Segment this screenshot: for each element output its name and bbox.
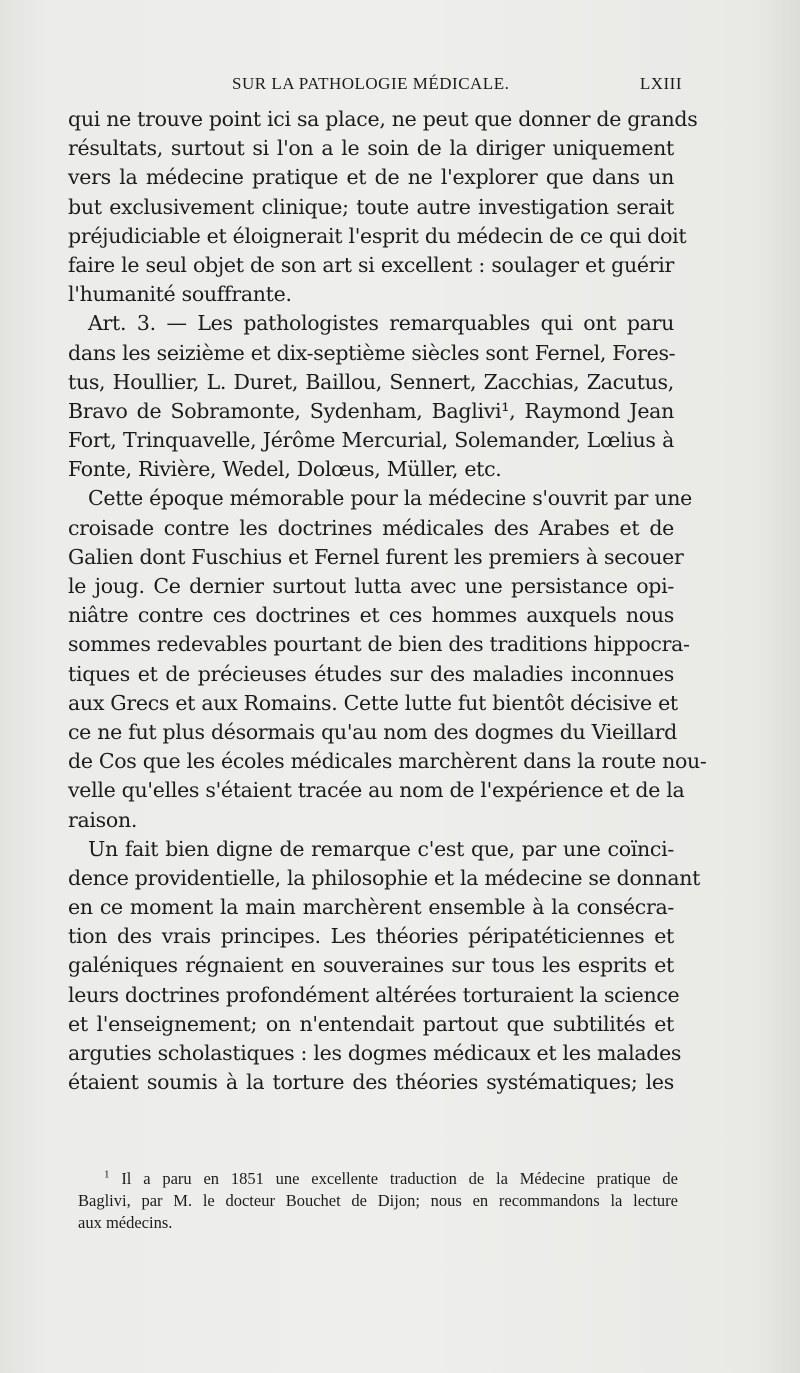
text-line: ce ne fut plus désormais qu'au nom des dogmes du Vieillard (68, 719, 677, 744)
text-line: qui ne trouve point ici sa place, ne peut que donner de grands (68, 107, 698, 131)
text-line: Fonte, Rivière, Wedel, Dolœus, Müller, etc. (68, 457, 502, 482)
text-line: résultats, surtout si l'on a le soin de la diriger uniquement (68, 136, 674, 161)
text-line: sommes redevables pourtant de bien des traditions hippocra- (68, 632, 690, 657)
text-line: dans les seizième et dix-septième siècles sont Fernel, Fores- (68, 340, 676, 365)
text-line: de Cos que les écoles médicales marchèrent dans la route nou- (68, 749, 707, 774)
article-heading-line: Art. 3. — Les pathologistes remarquables qui ont paru (88, 311, 674, 336)
footnote-line: Baglivi, par M. le docteur Bouchet de Dijon; nous en recommandons la lecture (78, 1191, 678, 1210)
text-line: galéniques régnaient en souveraines sur tous les esprits et (68, 953, 674, 978)
text-line: tus, Houllier, L. Duret, Baillou, Sennert, Zacchias, Zacutus, (68, 369, 674, 394)
text-line: et l'enseignement; on n'entendait partout que subtilités et (68, 1011, 674, 1036)
footnote (78, 1168, 678, 1234)
text-line: préjudiciable et éloignerait l'esprit du médecin de ce qui doit (68, 223, 687, 248)
text-line: Fort, Trinquavelle, Jérôme Mercurial, Solemander, Lœlius à (68, 428, 674, 453)
footnote-line (78, 1168, 678, 1190)
text-line: aux Grecs et aux Romains. Cette lutte fut bientôt décisive et (68, 690, 678, 715)
text-line: dence providentielle, la philosophie et la médecine se donnant (68, 865, 701, 890)
text-line: tion des vrais principes. Les théories péripatéticiennes et (68, 924, 674, 949)
paragraph-start-line: Un fait bien digne de remarque c'est que, par une coïnci- (88, 836, 674, 861)
footnote-line: aux médecins. (78, 1213, 173, 1232)
text-line: en ce moment la main marchèrent ensemble à la consécra- (68, 895, 674, 920)
body-text (68, 105, 707, 1097)
running-title: SUR LA PATHOLOGIE MÉDICALE. (232, 74, 510, 93)
page-number: LXIII (639, 74, 682, 93)
text-line: Galien dont Fuschius et Fernel furent les premiers à secouer (68, 544, 684, 569)
text-line: croisade contre les doctrines médicales des Arabes et de (68, 515, 674, 540)
text-line: l'humanité souffrante. (68, 282, 292, 307)
text-line: étaient soumis à la torture des théories systématiques; les (68, 1070, 674, 1095)
text-line: niâtre contre ces doctrines et ces hommes auxquels nous (68, 603, 674, 628)
text-line: leurs doctrines profondément altérées torturaient la science (68, 982, 680, 1007)
footnote-marker: 1 (104, 1168, 110, 1181)
paragraph-start-line: Cette époque mémorable pour la médecine s'ouvrit par une (88, 486, 692, 511)
text-line: tiques et de précieuses études sur des maladies inconnues (68, 661, 674, 686)
text-line: but exclusivement clinique; toute autre investigation serait (68, 194, 674, 219)
text-line: vers la médecine pratique et de ne l'explorer que dans un (68, 165, 674, 190)
text-line: velle qu'elles s'étaient tracée au nom de l'expérience et de la (68, 778, 685, 803)
page-header (232, 74, 682, 98)
text-line: le joug. Ce dernier surtout lutta avec une persistance opi- (68, 574, 674, 598)
text-line: faire le seul objet de son art si excellent : soulager et guérir (68, 252, 674, 277)
text-line: raison. (68, 807, 138, 832)
footnote-text: Il a paru en 1851 une excellente traduction de la Médecine pratique de (121, 1169, 679, 1188)
text-line: arguties scholastiques : les dogmes médicaux et les malades (68, 1041, 682, 1065)
text-line: Bravo de Sobramonte, Sydenham, Baglivi¹, Raymond Jean (68, 398, 674, 423)
